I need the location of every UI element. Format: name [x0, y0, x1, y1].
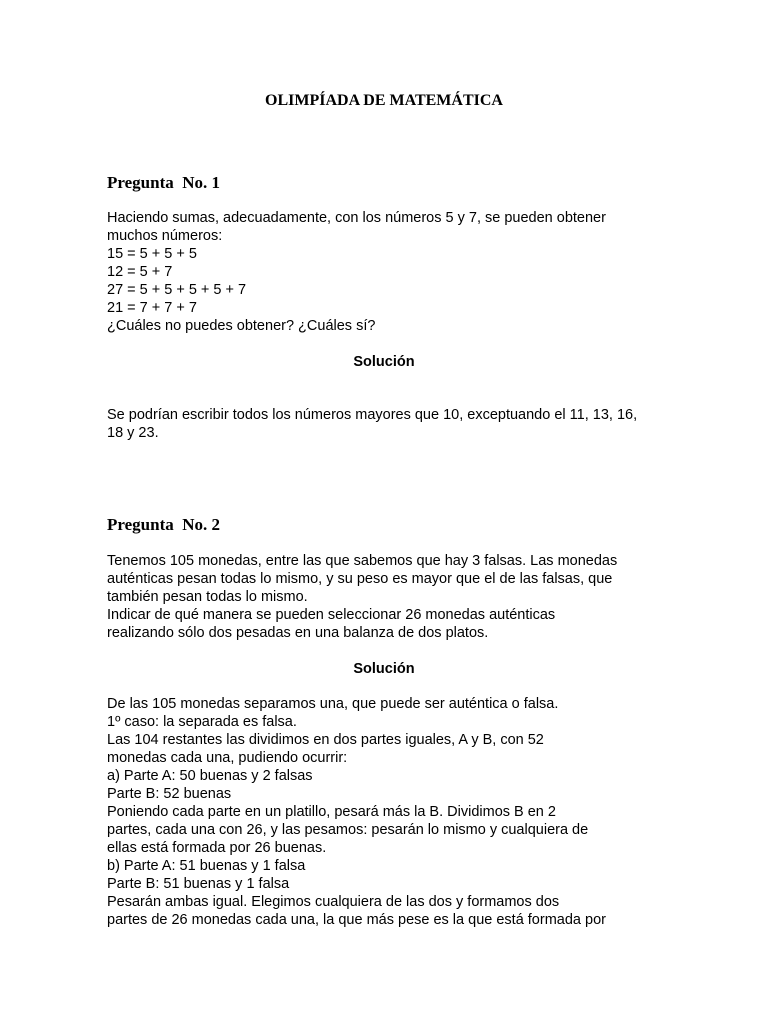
solution-2-line: partes de 26 monedas cada una, la que más pese es la que está formada por [107, 912, 606, 928]
solution-2-line: Parte B: 51 buenas y 1 falsa [107, 876, 290, 892]
question-1-statement [107, 209, 667, 335]
question-1-heading: Pregunta No. 1 [107, 173, 221, 192]
solution-2-line: Las 104 restantes las dividimos en dos partes iguales, A y B, con 52 [107, 732, 544, 748]
solution-2-line: b) Parte A: 51 buenas y 1 falsa [107, 858, 306, 874]
document-title: OLIMPÍADA DE MATEMÁTICA [265, 92, 503, 109]
question-1-line: muchos números: [107, 228, 223, 244]
question-2-line: Indicar de qué manera se pueden seleccionar 26 monedas auténticas [107, 607, 556, 623]
question-2-line: realizando sólo dos pesadas en una balanza de dos platos. [107, 625, 489, 641]
solution-2-line: Poniendo cada parte en un platillo, pesará más la B. Dividimos B en 2 [107, 804, 556, 820]
question-1-line: ¿Cuáles no puedes obtener? ¿Cuáles sí? [107, 318, 376, 334]
solution-1-line: Se podrían escribir todos los números mayores que 10, exceptuando el 11, 13, 16, [107, 407, 638, 423]
solution-2-line: De las 105 monedas separamos una, que puede ser auténtica o falsa. [107, 696, 559, 712]
solution-2-line: Pesarán ambas igual. Elegimos cualquiera de las dos y formamos dos [107, 894, 560, 910]
solution-2-line: partes, cada una con 26, y las pesamos: pesarán lo mismo y cualquiera de [107, 822, 589, 838]
question-1-line: Haciendo sumas, adecuadamente, con los números 5 y 7, se pueden obtener [107, 210, 606, 226]
solution-2-line: 1º caso: la separada es falsa. [107, 714, 297, 730]
question-2-solution [107, 695, 667, 929]
question-2-line: Tenemos 105 monedas, entre las que sabemos que hay 3 falsas. Las monedas [107, 553, 618, 569]
question-1-line: 15 = 5 + 5 + 5 [107, 246, 197, 262]
question-2-line: auténticas pesan todas lo mismo, y su peso es mayor que el de las falsas, que [107, 571, 613, 587]
solution-1-line: 18 y 23. [107, 425, 159, 441]
question-1-solution-heading: Solución [353, 354, 415, 370]
solution-2-line: Parte B: 52 buenas [107, 786, 232, 802]
solution-2-line: monedas cada una, pudiendo ocurrir: [107, 750, 348, 766]
question-1-line: 27 = 5 + 5 + 5 + 5 + 7 [107, 282, 247, 298]
question-1-line: 21 = 7 + 7 + 7 [107, 300, 197, 316]
question-2-line: también pesan todas lo mismo. [107, 589, 308, 605]
solution-2-line: a) Parte A: 50 buenas y 2 falsas [107, 768, 313, 784]
question-1-line: 12 = 5 + 7 [107, 264, 173, 280]
question-2-solution-heading: Solución [353, 661, 415, 677]
question-2-statement [107, 552, 667, 642]
solution-2-line: ellas está formada por 26 buenas. [107, 840, 327, 856]
question-2-heading: Pregunta No. 2 [107, 515, 221, 534]
question-1-solution [107, 406, 667, 442]
